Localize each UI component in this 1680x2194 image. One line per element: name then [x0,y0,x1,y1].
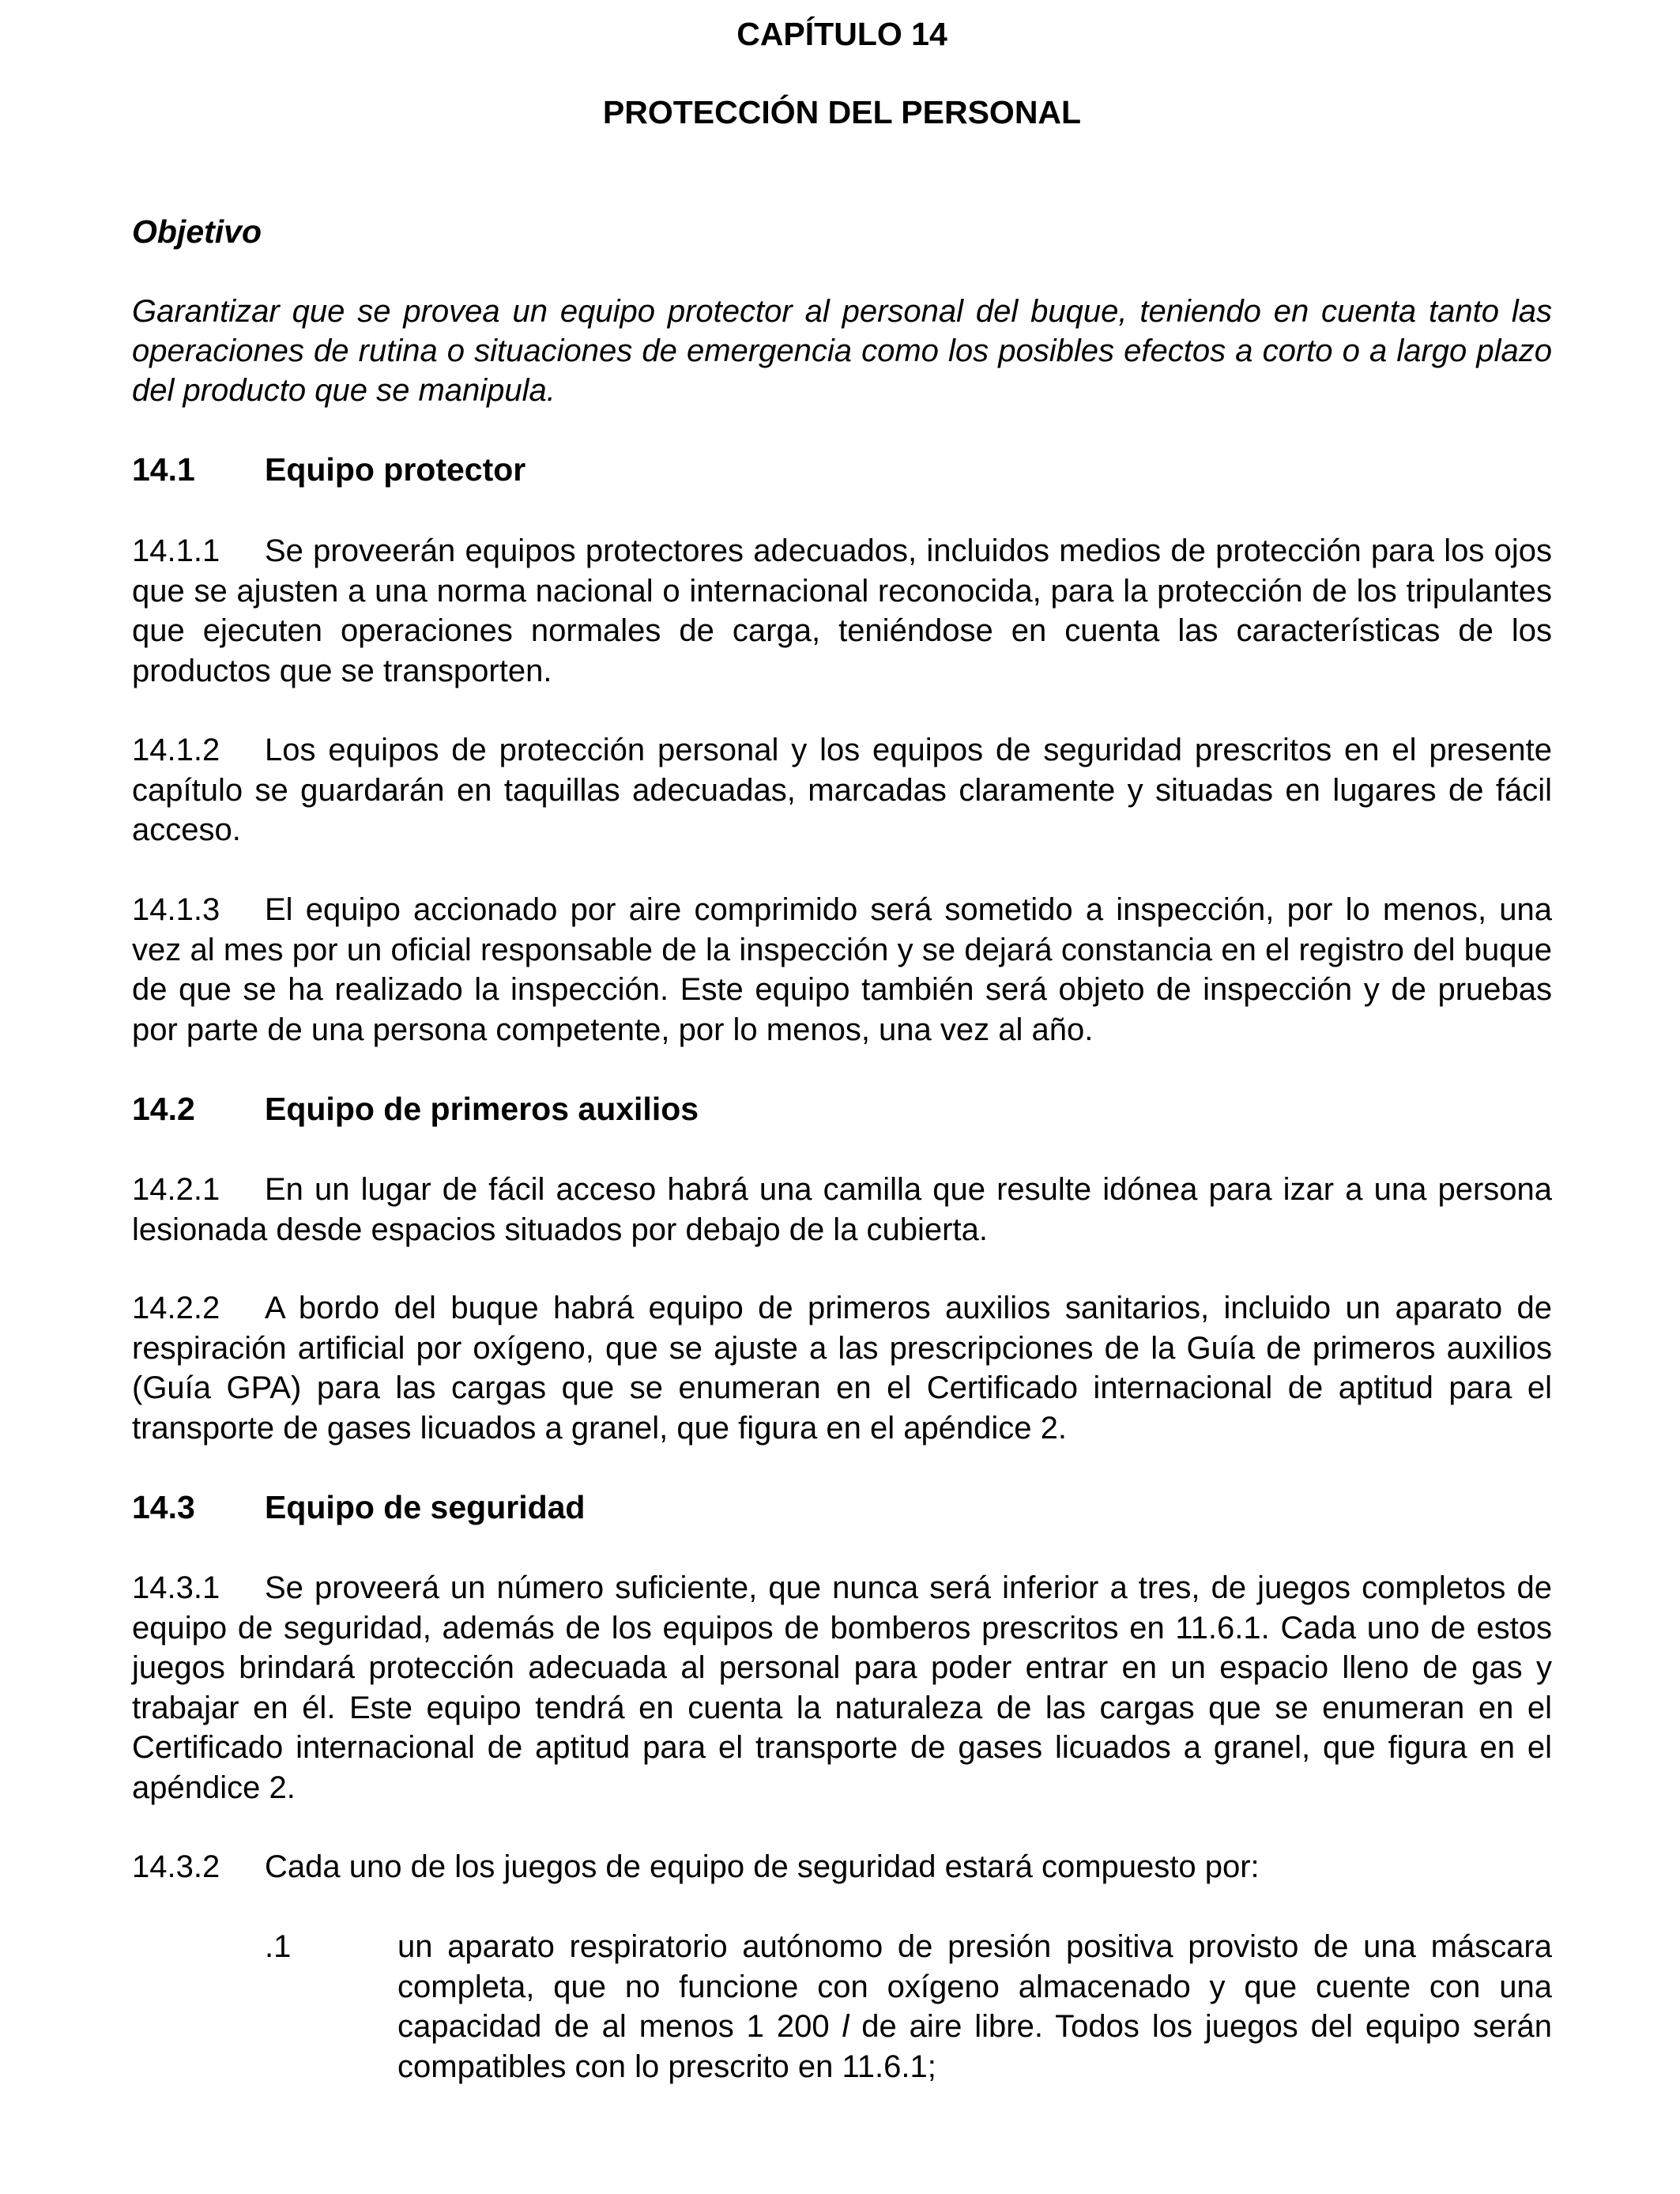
section-title: Equipo protector [265,451,526,488]
section-number: 14.3 [132,1489,195,1525]
paragraph-number: 14.3.1 [132,1570,220,1605]
section-heading-14-3 [132,1487,1552,1527]
paragraph-number: 14.1.1 [132,533,220,568]
paragraph-text: Los equipos de protección personal y los equipos de seguridad prescritos en el presente capítulo se guardarán en taquillas adecuadas, marcadas claramente y situadas en lugares de fácil acceso. [132,733,1552,847]
paragraph-text: Se proveerá un número suficiente, que nunca será inferior a tres, de juegos completos de equipo de seguridad, además de los equipos de bomberos prescritos en 11.6.1. Cada uno de estos juegos brindará protección adecuada al personal para poder entrar en un espacio lleno de gas y trabajar en él. Este equipo tendrá en cuenta la naturaleza de las cargas que se enumeran en el Certificado internacional de aptitud para el transporte de gases licuados a granel, que figura en el apéndice 2. [132,1570,1552,1805]
paragraph-text: Cada uno de los juegos de equipo de seguridad estará compuesto por: [265,1849,1260,1884]
paragraph-text: A bordo del buque habrá equipo de primeros auxilios sanitarios, incluido un aparato de respiración artificial por oxígeno, que se ajuste a las prescripciones de la Guía de primeros auxilios (Guía GPA) para las cargas que se enumeran en el Certificado internacional de aptitud para el transporte de gases licuados a granel, que figura en el apéndice 2. [132,1291,1552,1446]
list-item-1 [265,1927,1552,2087]
section-number: 14.2 [132,1091,195,1127]
paragraph-14-3-1 [132,1568,1552,1808]
paragraph-text: El equipo accionado por aire comprimido será sometido a inspección, por lo menos, una vez al mes por un oficial responsable de la inspección y se dejará constancia en el registro del buque de que se ha realizado la inspección. Este equipo también será objeto de inspección y de pruebas por parte de una persona competente, por lo menos, una vez al año. [132,892,1552,1047]
paragraph-14-1-1 [132,531,1552,691]
paragraph-number: 14.2.1 [132,1172,220,1207]
paragraph-14-2-2 [132,1288,1552,1448]
list-text-part: un aparato respiratorio autónomo de presión positiva provisto de una máscara completa, que no funcione con oxígeno almacenado y que cuente con una capacidad de al menos 1 200 [397,1929,1552,2044]
section-number: 14.1 [132,451,195,488]
section-title: Equipo de seguridad [265,1489,586,1525]
list-item-text [397,1927,1552,2087]
paragraph-14-3-2 [132,1847,1552,1887]
chapter-title: PROTECCIÓN DEL PERSONAL [602,94,1082,130]
paragraph-14-2-1 [132,1170,1552,1250]
list-marker: .1 [265,1929,292,1964]
list-text-part: de aire libre. Todos los juegos del equipo serán compatibles con lo prescrito en 11.6.1; [397,2009,1553,2084]
section-heading-14-2 [132,1089,1552,1129]
section-title: Equipo de primeros auxilios [265,1091,699,1127]
paragraph-number: 14.1.2 [132,733,220,767]
document-page [132,0,1552,2194]
paragraph-14-1-2 [132,730,1552,850]
unit-symbol: l [842,2009,849,2044]
objective-label: Objetivo [132,213,262,250]
paragraph-number: 14.3.2 [132,1849,220,1884]
paragraph-text: Se proveerán equipos protectores adecuados, incluidos medios de protección para los ojos que se ajusten a una norma nacional o internacional reconocida, para la protección de los tripulantes que ejecuten operaciones normales de carga, teniéndose en cuenta las características de los productos que se transporten. [132,533,1552,688]
objective-text: Garantizar que se provea un equipo protector al personal del buque, teniendo en cuenta tanto las operaciones de rutina o situaciones de emergencia como los posibles efectos a corto o a largo plazo del producto que se manipula. [132,294,1552,408]
paragraph-number: 14.2.2 [132,1291,220,1325]
chapter-number: CAPÍTULO 14 [736,16,947,52]
paragraph-number: 14.1.3 [132,892,220,927]
paragraph-14-1-3 [132,890,1552,1050]
paragraph-text: En un lugar de fácil acceso habrá una camilla que resulte idónea para izar a una persona lesionada desde espacios situados por debajo de la cubierta. [132,1172,1552,1247]
section-heading-14-1 [132,450,1552,489]
